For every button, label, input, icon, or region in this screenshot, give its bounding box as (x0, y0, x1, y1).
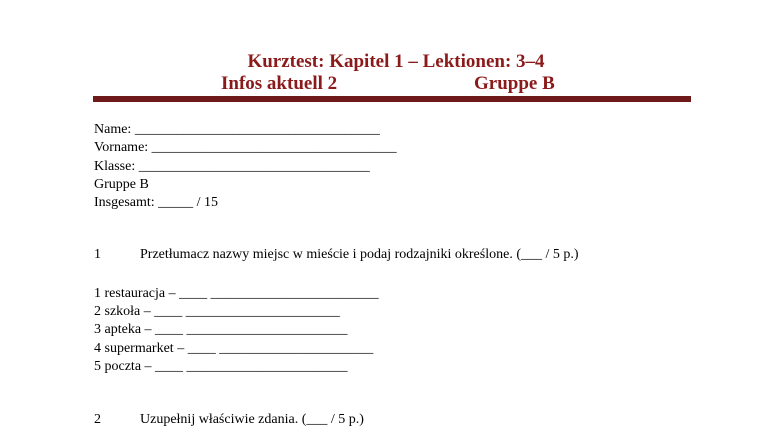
name-field: Name: ___________________________________ (94, 122, 380, 137)
test-title: Kurztest: Kapitel 1 – Lektionen: 3–4 (247, 51, 545, 72)
item-text: apteka – ____ _______________________ (101, 322, 348, 338)
book-title: Infos aktuell 2 (221, 73, 338, 94)
item-text: poczta – ____ _______________________ (101, 358, 348, 374)
task-1-items (94, 285, 379, 376)
list-item (94, 340, 379, 358)
header-divider (93, 96, 691, 102)
item-number: 3 (94, 322, 101, 338)
item-number: 2 (94, 304, 101, 320)
student-info-fields (94, 121, 397, 212)
group-field: Gruppe B (94, 176, 149, 192)
item-text: szkoła – ____ ______________________ (101, 304, 340, 320)
task-1-instruction: Przetłumacz nazwy miejsc w mieście i podaj rodzajniki określone. (___ / 5 p.) (140, 247, 579, 262)
class-field: Klasse: _________________________________ (94, 158, 370, 174)
task-1-number: 1 (94, 247, 101, 262)
group-label: Gruppe B (474, 73, 555, 94)
list-item (94, 321, 379, 339)
task-2-instruction: Uzupełnij właściwie zdania. (___ / 5 p.) (140, 412, 364, 427)
task-2-number: 2 (94, 412, 101, 427)
list-item (94, 303, 379, 321)
task-2-heading (94, 412, 364, 428)
task-1-heading (94, 247, 579, 263)
item-number: 4 (94, 340, 101, 356)
item-text: restauracja – ____ ________________________ (101, 286, 379, 301)
item-text: supermarket – ____ ______________________ (101, 340, 374, 356)
list-item (94, 358, 379, 376)
total-score-field: Insgesamt: _____ / 15 (94, 195, 219, 211)
item-number: 5 (94, 358, 101, 374)
list-item (94, 285, 379, 303)
item-number: 1 (94, 286, 101, 301)
first-name-field: Vorname: ___________________________________ (94, 140, 397, 156)
